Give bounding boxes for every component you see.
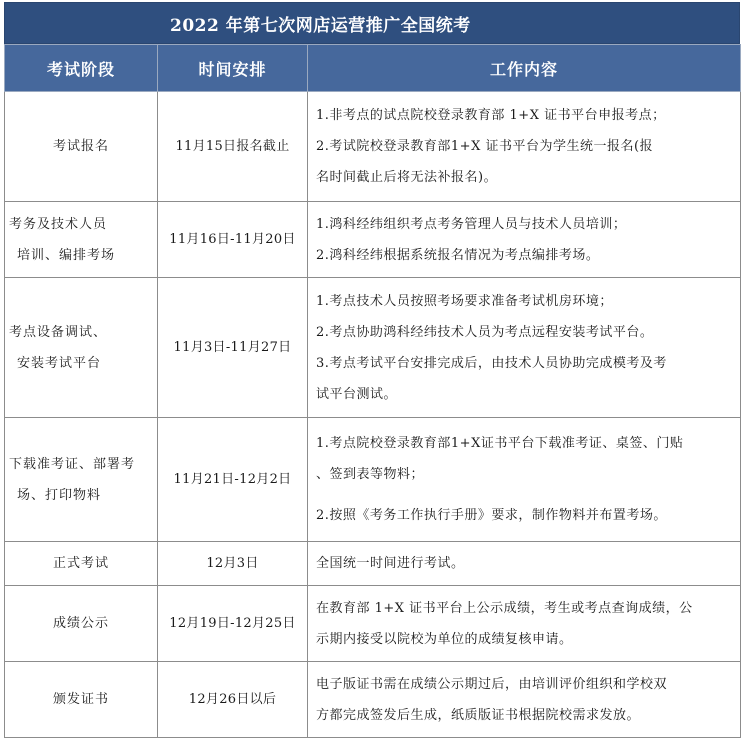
- stage-text: 场、打印物料: [17, 487, 102, 503]
- header-content: 工作内容: [308, 45, 741, 92]
- time-cell: 12月19日-12月25日: [158, 586, 308, 662]
- content-line: 1.鸿科经纬组织考点考务管理人员与技术人员培训；: [316, 216, 627, 232]
- content-cell: [308, 542, 741, 586]
- stage-text: 考务及技术人员: [9, 216, 108, 232]
- stage-cell: [5, 418, 158, 542]
- content-cell: [308, 586, 741, 662]
- time-cell: 12月3日: [158, 542, 308, 586]
- table-header-row: [5, 45, 741, 92]
- table-row: [5, 92, 741, 202]
- content-line: 全国统一时间进行考试。: [316, 556, 465, 571]
- stage-text: 安装考试平台: [17, 355, 102, 371]
- content-cell: [308, 662, 741, 738]
- content-line: 在教育部 1+X 证书平台上公示成绩，考生或考点查询成绩，公: [316, 600, 693, 616]
- content-line: 电子版证书需在成绩公示期过后，由培训评价组织和学校双: [316, 676, 668, 692]
- stage-cell: [5, 202, 158, 278]
- table-row: [5, 278, 741, 418]
- stage-cell: [5, 586, 158, 662]
- content-line: 名时间截止后将无法补报名)。: [316, 170, 498, 185]
- table-row: [5, 418, 741, 542]
- content-line: 1.非考点的试点院校登录教育部 1+X 证书平台申报考点；: [316, 108, 666, 123]
- table-row: [5, 202, 741, 278]
- content-spacer: [316, 490, 732, 500]
- stage-text: 成绩公示: [52, 616, 109, 631]
- stage-text: 正式考试: [52, 556, 109, 571]
- content-line: 、签到表等物料；: [316, 467, 425, 482]
- stage-text: 下载准考证、部署考: [9, 456, 136, 472]
- table-row: [5, 662, 741, 738]
- stage-text: 考点设备调试、: [9, 324, 108, 340]
- table-row: [5, 542, 741, 586]
- content-line: 2.考试院校登录教育部1+X 证书平台为学生统一报名(报: [316, 139, 654, 154]
- stage-text: 考试报名: [52, 139, 109, 154]
- content-line: 试平台测试。: [316, 386, 398, 402]
- content-line: 方都完成签发后生成，纸质版证书根据院校需求发放。: [316, 707, 641, 723]
- content-line: 2.考点协助鸿科经纬技术人员为考点远程安装考试平台。: [316, 324, 654, 340]
- header-time: 时间安排: [158, 45, 308, 92]
- content-line: 3.考点考试平台安排完成后，由技术人员协助完成模考及考: [316, 355, 667, 371]
- content-cell: [308, 418, 741, 542]
- stage-cell: [5, 278, 158, 418]
- table-row: [5, 586, 741, 662]
- header-stage: 考试阶段: [5, 45, 158, 92]
- content-cell: [308, 202, 741, 278]
- exam-schedule-document: [4, 2, 740, 738]
- content-line: 2.按照《考务工作执行手册》要求，制作物料并布置考场。: [316, 508, 667, 523]
- content-cell: [308, 278, 741, 418]
- stage-cell: [5, 662, 158, 738]
- schedule-table: [4, 44, 741, 738]
- stage-cell: [5, 542, 158, 586]
- time-cell: 11月15日报名截止: [158, 92, 308, 202]
- time-cell: 11月16日-11月20日: [158, 202, 308, 278]
- content-line: 1.考点技术人员按照考场要求准备考试机房环境；: [316, 293, 613, 309]
- time-cell: 11月3日-11月27日: [158, 278, 308, 418]
- content-line: 1.考点院校登录教育部1+X证书平台下载准考证、桌签、门贴: [316, 436, 684, 451]
- content-line: 2.鸿科经纬根据系统报名情况为考点编排考场。: [316, 247, 600, 263]
- stage-text: 培训、编排考场: [17, 247, 116, 263]
- time-cell: 12月26日以后: [158, 662, 308, 738]
- content-cell: [308, 92, 741, 202]
- time-cell: 11月21日-12月2日: [158, 418, 308, 542]
- stage-text: 颁发证书: [52, 692, 109, 707]
- stage-cell: [5, 92, 158, 202]
- content-line: 示期内接受以院校为单位的成绩复核申请。: [316, 631, 573, 647]
- document-title: 2022 年第七次网店运营推广全国统考: [4, 2, 740, 44]
